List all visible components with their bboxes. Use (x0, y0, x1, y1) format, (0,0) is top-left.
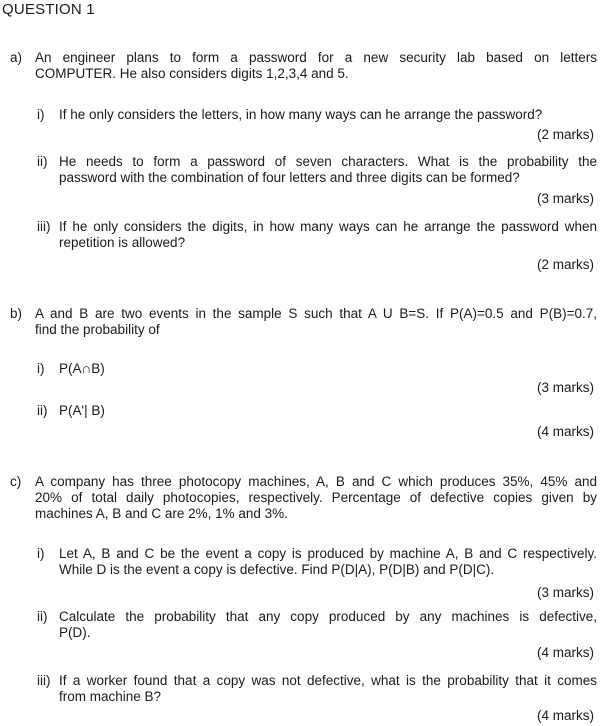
part-c-iii-line-1: If a worker found that a copy was not defective, what is the probability that it comes (59, 673, 597, 688)
part-a-line-2: COMPUTER. He also considers digits 1,2,3,4 and 5. (35, 66, 349, 81)
question-title: QUESTION 1 (2, 1, 95, 18)
part-c-i-marks: (3 marks) (537, 585, 594, 600)
part-a-label: a) (10, 50, 23, 65)
part-a-i-number: i) (37, 107, 45, 122)
part-c-iii-line-2: from machine B? (59, 689, 162, 704)
part-a-ii-marks: (3 marks) (537, 191, 594, 206)
part-a-ii-number: ii) (37, 154, 48, 169)
part-c-i-line-1: Let A, B and C be the event a copy is produced by machine A, B and C respectively. (59, 546, 597, 561)
part-c-i-number: i) (37, 546, 45, 561)
part-b-i-number: i) (37, 361, 45, 376)
part-c-ii-marks: (4 marks) (537, 645, 594, 660)
part-c-iii-marks: (4 marks) (537, 708, 594, 723)
part-c-ii-line-1: Calculate the probability that any copy produced by any machines is defective, (59, 609, 597, 624)
part-c-i-line-2: While D is the event a copy is defective. Find P(D|A), P(D|B) and P(D|C). (59, 562, 495, 577)
part-a-ii-line-2: password with the combination of four letters and three digits can be formed? (59, 170, 520, 185)
part-c-ii-number: ii) (37, 609, 48, 624)
part-c-line-1: A company has three photocopy machines, A, B and C which produces 35%, 45% and (35, 474, 597, 489)
part-a-line-1: An engineer plans to form a password for a new security lab based on letters (35, 50, 597, 65)
part-b-ii-text: P(A'| B) (59, 403, 105, 418)
part-c-line-3: machines A, B and C are 2%, 1% and 3%. (35, 506, 288, 521)
part-b-line-1: A and B are two events in the sample S such that A U B=S. If P(A)=0.5 and P(B)=0.7, (35, 306, 597, 321)
part-a-ii-line-1: He needs to form a password of seven characters. What is the probability the (59, 154, 597, 169)
part-b-i-marks: (3 marks) (537, 380, 594, 395)
part-a-iii-number: iii) (37, 219, 51, 234)
part-a-i-marks: (2 marks) (537, 127, 594, 142)
part-b-ii-marks: (4 marks) (537, 424, 594, 439)
part-b-i-text: P(A∩B) (59, 361, 105, 376)
part-a-iii-line-1: If he only considers the digits, in how many ways can he arrange the password when (59, 219, 597, 234)
part-c-label: c) (10, 474, 22, 489)
part-a-i-text: If he only considers the letters, in how many ways can he arrange the password? (59, 107, 543, 122)
part-a-iii-marks: (2 marks) (537, 257, 594, 272)
part-b-ii-number: ii) (37, 403, 48, 418)
part-b-label: b) (10, 306, 23, 321)
part-a-iii-line-2: repetition is allowed? (59, 235, 186, 250)
part-b-line-2: find the probability of (35, 322, 160, 337)
part-c-line-2: 20% of total daily photocopies, respectively. Percentage of defective copies given by (35, 490, 597, 505)
part-c-iii-number: iii) (37, 673, 51, 688)
part-c-ii-line-2: P(D). (59, 625, 91, 640)
